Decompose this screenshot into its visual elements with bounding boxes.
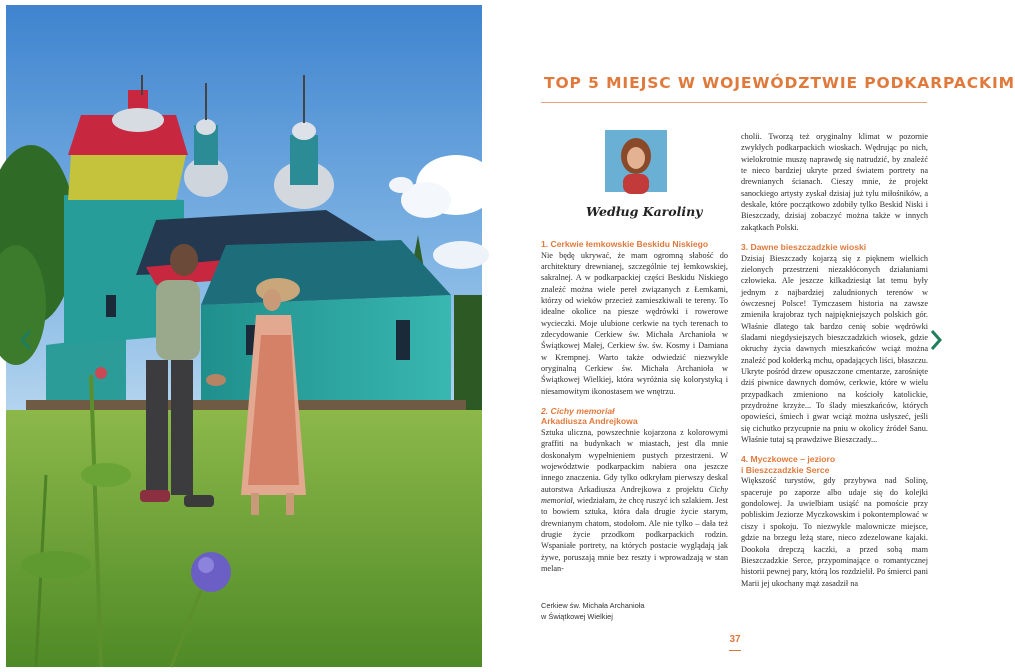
next-page-arrow-icon[interactable]	[928, 328, 944, 352]
section-1-text: Nie będę ukrywać, że mam ogromną słabość do architektury drewnianej, szczególnie tej łemkowskiej, sakralnej. A w podkarpackiej części Beskidu Niskiego znaleźć można wiele pereł związanych z Łemkami, którzy od wieków przecież zamieszkiwali te tereny. To idealne okolice na piesze wędrówki i rowerowe wycieczki. Moje ulubione cerkwie na tych terenach to zdecydowanie Cerkiew św. Michała Archanioła w Świątkowej Małej, Cerkiew św. św. Kosmy i Damiana w Krempnej. Warto także odwiedzić niezwykle oryginalną Cerkiew św. Michała Archanioła w Świątkowej Wielkiej, która wyróżnia się kolorystyką i niesamowitym ikonostasem we wnętrzu.	[541, 250, 728, 396]
title-divider	[541, 102, 927, 103]
section-2-title	[541, 406, 728, 427]
section-2-title-line2: Arkadiusza Andrejkowa	[541, 416, 638, 427]
section-2-text-emphasis: Cichy memoriał	[541, 484, 728, 506]
section-4-text: Większość turystów, gdy przybywa nad Solinę, spaceruje po zaporze albo udaje się do kolejki gondolowej. Ja uwielbiam usiąść na pomoście przy pobliskim Jeziorze Myczkowskim i pokontemplować w ciszy i spokoju. To niezwykle malownicze miejsce, gdzie na brzegu leżą stare, nieco zdezelowane kajaki. Dookoła drepczą kaczki, a przed sobą mam Bieszczadzkie Serce, przypominające o romantycznej historii pewnej pary, którą los rozdzielił. Po śmierci pani Marii jej ukochany mąż zasadził na	[741, 476, 928, 588]
author-avatar	[605, 130, 667, 192]
page-number: 37	[729, 634, 741, 645]
section-2-text	[541, 427, 728, 574]
section-2-text-b: , wiedziałam, że chcę ruszyć ich szlakiem. Jest to bowiem sztuka, która dała drugie życie starym, drewnianym chatom, stodołom. Ale nie tylko – dała też drugie życie przodkom podkarpackich rodzin. Wspaniałe portrety, na których postacie wyglądają jak żywe, poruszają mnie bez reszty i wprowadzają w stan melan-	[541, 496, 728, 574]
section-4-title-line2: i Bieszczadzkie Serce	[741, 464, 830, 475]
section-4-title-line1: 4. Myczkowce – jezioro	[741, 454, 836, 465]
section-4-title	[741, 454, 928, 475]
section-3-title: 3. Dawne bieszczadzkie wioski	[741, 242, 867, 253]
page-number-underline	[729, 650, 741, 651]
section-2-continuation: cholii. Tworzą też oryginalny klimat w pozornie zwykłych podkarpackich wioskach. Wędrując po nich, wielokrotnie muszę naprawdę się natrudzić, by znaleźć te nieco bardziej ukryte przed światem portrety na drewnianych ścianach. Cieszy mnie, że projekt sanockiego artysty zyskał dzisiaj już tylu miłośników, a deskale, które początkowo zdobiły tylko Beskid Niski i Bieszczady, dzisiaj zobaczyć można także w innych zakątkach Polski.	[741, 132, 928, 232]
photo-caption	[541, 600, 721, 622]
section-2-text-a: Sztuka uliczna, powszechnie kojarzona z kolorowymi graffiti na budynkach w miastach, jest dla mnie doskonałym wypełnieniem pustych przestrzeni. W województwie podkarpackim nabiera ona jeszcze innego znaczenia. Gdy tylko odkryłam pierwszy deskal autorstwa Arkadiusza Andrejkowa z projektu	[541, 427, 728, 494]
section-1-title: 1. Cerkwie łemkowskie Beskidu Niskiego	[541, 239, 709, 249]
church-photo	[6, 5, 482, 667]
section-3-text: Dzisiaj Bieszczady kojarzą się z pięknem wielkich zielonych przestrzeni niezakłóconych działaniami człowieka. Ale jeszcze kilkadziesiąt lat temu były jednym z najbardziej zaludnionych terenów w ówczesnej Polsce! Tymczasem historia na zawsze zmieniła krajobraz tych najpiękniejszych polskich gór. Właśnie dlatego tak bardzo cenię sobie wędrówki śladami niegdysiejszych bieszczadzkich wiosek, gdzie okruchy życia dawnych mieszkańców wciąż można znaleźć pod kołderką mchu, opadających liści, błaszczu. Ukryte pośród drzew opuszczone cmentarze, zarośnięte dziś piwnice dawnych domów, cerkwie, które w wielu przypadkach zmieniono na kościoły katolickie, przydrożne krzyże... To ślady mieszkańców, których opowieści, śmiech i gwar wciąż można usłyszeć, jeśli się cichutko przycupnie na pniu w okolicy źródeł Sanu. Właśnie tutaj są prawdziwe Bieszczady...	[741, 253, 928, 445]
author-block	[586, 130, 703, 219]
previous-page-arrow-icon[interactable]	[18, 328, 34, 352]
page-title: TOP 5 MIEJSC W WOJEWÓDZTWIE PODKARPACKIM	[544, 74, 1015, 92]
text-column-right	[741, 131, 928, 589]
section-2-title-line1: 2. Cichy memoriał	[541, 405, 615, 416]
photo-caption-line2: w Świątkowej Wielkiej	[541, 612, 613, 621]
photo-caption-line1: Cerkiew św. Michała Archanioła	[541, 601, 645, 610]
author-signature: Według Karoliny	[586, 204, 703, 219]
text-column-left	[541, 239, 728, 574]
